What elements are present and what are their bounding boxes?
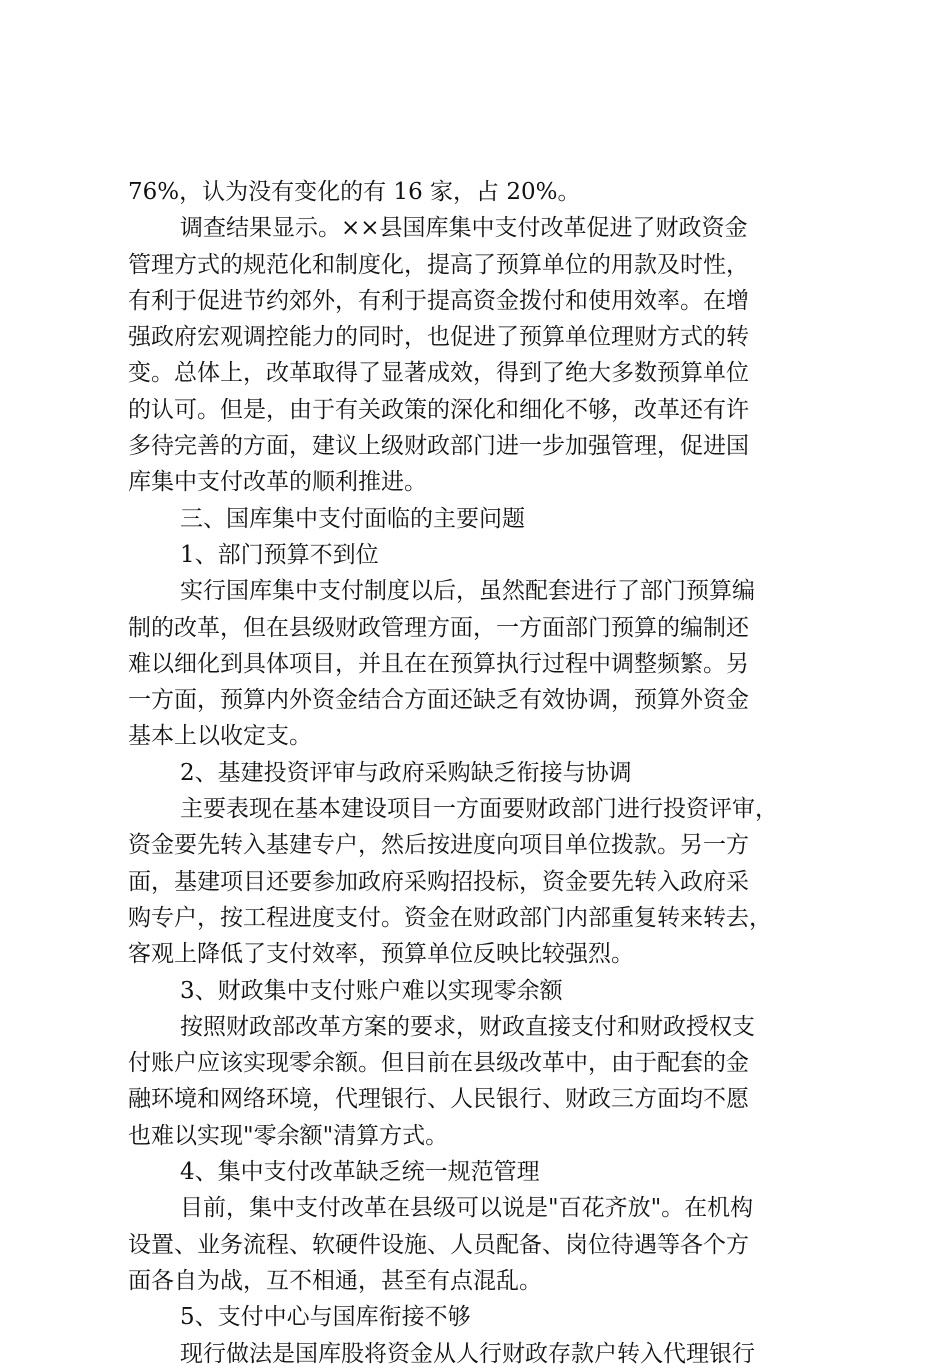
paragraph-line-indented: 2、基建投资评审与政府采购缺乏衔接与协调	[180, 759, 632, 786]
paragraph-line: 一方面，预算内外资金结合方面还缺乏有效协调，预算外资金	[128, 687, 749, 714]
paragraph-line: 管理方式的规范化和制度化，提高了预算单位的用款及时性，	[128, 251, 749, 278]
document-body	[128, 174, 834, 1372]
paragraph-line-indented: 调查结果显示。××县国库集中支付改革促进了财政资金	[180, 215, 748, 242]
paragraph-line: 难以细化到具体项目，并且在在预算执行过程中调整频繁。另	[128, 650, 749, 677]
paragraph-line: 融环境和网络环境，代理银行、人民银行、财政三方面均不愿	[128, 1086, 749, 1113]
paragraph-line: 客观上降低了支付效率，预算单位反映比较强烈。	[128, 941, 634, 968]
paragraph-line-indented: 三、国库集中支付面临的主要问题	[180, 505, 525, 532]
paragraph-line-indented: 主要表现在基本建设项目一方面要财政部门进行投资评审，	[180, 796, 778, 823]
paragraph-line: 设置、业务流程、软硬件设施、人员配备、岗位待遇等各个方	[128, 1231, 749, 1258]
paragraph-line: 也难以实现"零余额"清算方式。	[128, 1122, 449, 1149]
paragraph-line-indented: 现行做法是国库股将资金从人行财政存款户转入代理银行	[180, 1340, 755, 1367]
paragraph-line-indented: 目前，集中支付改革在县级可以说是"百花齐放"。在机构	[180, 1195, 754, 1222]
paragraph-line: 制的改革，但在县级财政管理方面，一方面部门预算的编制还	[128, 614, 749, 641]
paragraph-line: 基本上以收定支。	[128, 723, 312, 750]
paragraph-line: 库集中支付改革的顺利推进。	[128, 469, 427, 496]
paragraph-line-indented: 实行国库集中支付制度以后，虽然配套进行了部门预算编	[180, 578, 755, 605]
paragraph-line-indented: 4、集中支付改革缺乏统一规范管理	[180, 1159, 540, 1186]
paragraph-line-indented: 3、财政集中支付账户难以实现零余额	[180, 977, 563, 1004]
paragraph-line: 有利于促进节约郊外，有利于提高资金拨付和使用效率。在增	[128, 287, 749, 314]
paragraph-line: 面各自为战，互不相通，甚至有点混乱。	[128, 1267, 542, 1294]
paragraph-line: 多待完善的方面，建议上级财政部门进一步加强管理，促进国	[128, 433, 749, 460]
paragraph-line: 强政府宏观调控能力的同时，也促进了预算单位理财方式的转	[128, 324, 749, 351]
paragraph-line-indented: 5、支付中心与国库衔接不够	[180, 1304, 471, 1331]
paragraph-line: 付账户应该实现零余额。但目前在县级改革中，由于配套的金	[128, 1050, 749, 1077]
paragraph-line-indented: 1、部门预算不到位	[180, 541, 379, 568]
paragraph-line-indented: 按照财政部改革方案的要求，财政直接支付和财政授权支	[180, 1013, 755, 1040]
paragraph-line: 变。总体上，改革取得了显著成效，得到了绝大多数预算单位	[128, 360, 749, 387]
paragraph-line: 购专户，按工程进度支付。资金在财政部门内部重复转来转去，	[128, 904, 772, 931]
paragraph-line: 面，基建项目还要参加政府采购招投标，资金要先转入政府采	[128, 868, 749, 895]
paragraph-line: 的认可。但是，由于有关政策的深化和细化不够，改革还有许	[128, 396, 749, 423]
paragraph-line: 76%，认为没有变化的有 16 家，占 20%。	[128, 179, 581, 205]
paragraph-line: 资金要先转入基建专户，然后按进度向项目单位拨款。另一方	[128, 832, 749, 859]
